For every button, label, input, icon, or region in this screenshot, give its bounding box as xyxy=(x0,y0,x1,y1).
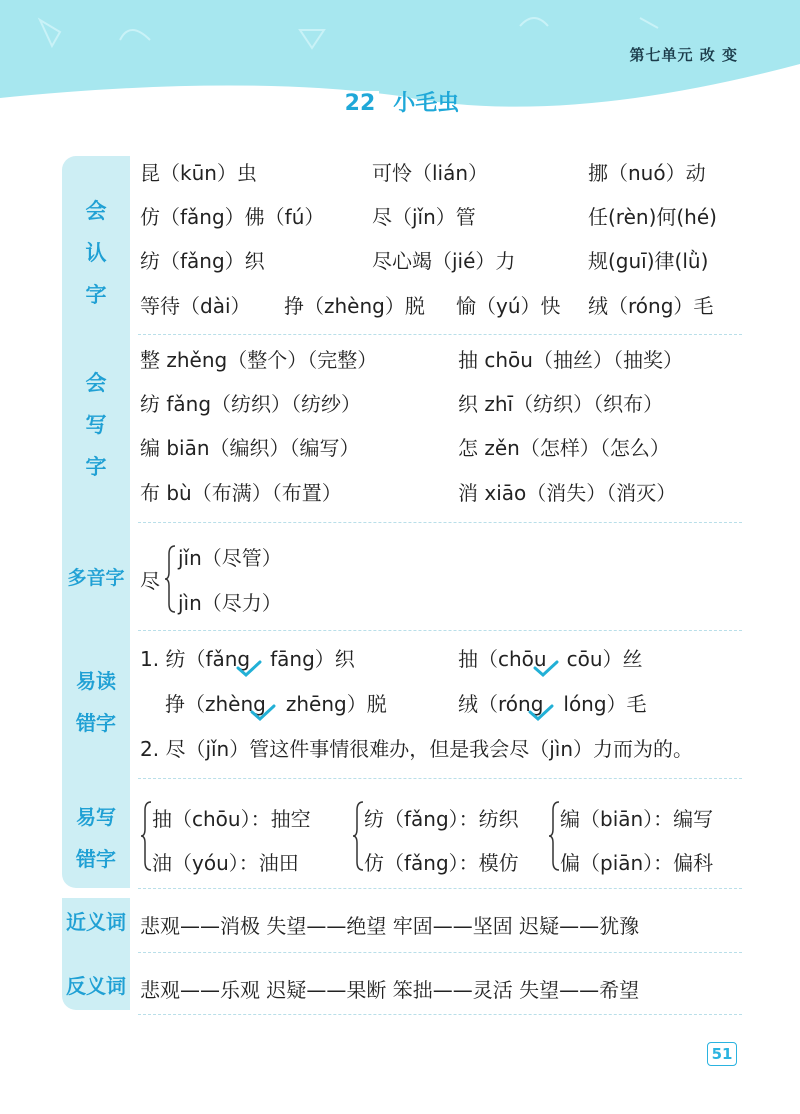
write-item: 织 zhī（纺织）（织布） xyxy=(458,392,664,416)
misread-item: 1. 纺（fǎng fāng）织 xyxy=(140,647,355,671)
miswrite-item: 编（biān）：编写 xyxy=(560,807,714,831)
recognize-item: 挪（nuó）动 xyxy=(588,161,706,185)
write-item: 怎 zěn（怎样）（怎么） xyxy=(458,436,670,460)
check-icon xyxy=(250,704,276,722)
write-item: 整 zhěng（整个）（完整） xyxy=(140,348,378,372)
miswrite-item: 抽（chōu）：抽空 xyxy=(152,807,311,831)
separator xyxy=(138,1014,742,1015)
recognize-item: 纺（fǎng）织 xyxy=(140,249,265,273)
unit-label: 第七单元 改 变 xyxy=(629,46,738,64)
write-item: 消 xiāo（消失）（消灭） xyxy=(458,481,677,505)
recognize-item: 昆（kūn）虫 xyxy=(140,161,257,185)
miswrite-item: 油（yóu）：油田 xyxy=(152,851,299,875)
recognize-item: 挣（zhèng）脱 xyxy=(284,294,425,318)
label-write: 会 写 字 xyxy=(85,371,107,479)
separator xyxy=(138,778,742,779)
label-antonym: 反义词 xyxy=(66,974,126,998)
write-item: 布 bù（布满）（布置） xyxy=(140,481,342,505)
write-item: 抽 chōu（抽丝）（抽奖） xyxy=(458,348,683,372)
brace xyxy=(140,800,152,872)
separator xyxy=(138,522,742,523)
polyphone-reading: jǐn（尽管） xyxy=(178,546,282,570)
separator xyxy=(138,888,742,889)
synonym-text: 悲观——消极 失望——绝望 牢固——坚固 迟疑——犹豫 xyxy=(140,914,640,938)
misread-item: 挣（zhèng zhēng）脱 xyxy=(165,692,387,716)
brace xyxy=(352,800,364,872)
brace xyxy=(164,544,176,614)
check-icon xyxy=(528,704,554,722)
recognize-item: 任(rèn)何(hé) xyxy=(588,205,717,229)
separator xyxy=(138,334,742,335)
page-number: 51 xyxy=(707,1042,737,1066)
check-icon xyxy=(236,660,262,678)
recognize-item: 可怜（lián） xyxy=(372,161,489,185)
misread-item: 绒（róng lóng）毛 xyxy=(458,692,647,716)
separator xyxy=(138,630,742,631)
polyphone-reading: jìn（尽力） xyxy=(178,591,282,615)
check-icon xyxy=(533,660,559,678)
recognize-item: 仿（fǎng）佛（fú） xyxy=(140,205,325,229)
label-misread: 易读 错字 xyxy=(76,669,116,735)
recognize-item: 等待（dài） xyxy=(140,294,251,318)
label-polyphone: 多音字 xyxy=(67,567,125,589)
miswrite-item: 偏（piān）：偏科 xyxy=(560,851,714,875)
recognize-item: 愉（yú）快 xyxy=(456,294,561,318)
lesson-title-text: 小毛虫 xyxy=(393,91,460,116)
separator xyxy=(138,952,742,953)
label-miswrite: 易写 错字 xyxy=(76,805,116,871)
antonym-text: 悲观——乐观 迟疑——果断 笨拙——灵活 失望——希望 xyxy=(140,978,640,1002)
label-synonym: 近义词 xyxy=(66,910,126,934)
brace xyxy=(548,800,560,872)
lesson-number: 22 xyxy=(341,91,380,116)
recognize-item: 绒（róng）毛 xyxy=(588,294,714,318)
lesson-title xyxy=(0,86,800,117)
write-item: 编 biān（编织）（编写） xyxy=(140,436,360,460)
miswrite-item: 仿（fǎng）：模仿 xyxy=(364,851,519,875)
recognize-item: 规(guī)律(lǜ) xyxy=(588,249,709,273)
misread-item: 抽（chōu cōu）丝 xyxy=(458,647,643,671)
polyphone-char: 尽 xyxy=(140,569,160,593)
misread-sentence: 2. 尽（jǐn）管这件事情很难办，但是我会尽（jìn）力而为的。 xyxy=(140,737,694,761)
write-item: 纺 fǎng（纺织）（纺纱） xyxy=(140,392,362,416)
miswrite-item: 纺（fǎng）：纺织 xyxy=(364,807,519,831)
label-recognize: 会 认 字 xyxy=(85,199,107,307)
recognize-item: 尽心竭（jié）力 xyxy=(372,249,516,273)
recognize-item: 尽（jǐn）管 xyxy=(372,205,476,229)
